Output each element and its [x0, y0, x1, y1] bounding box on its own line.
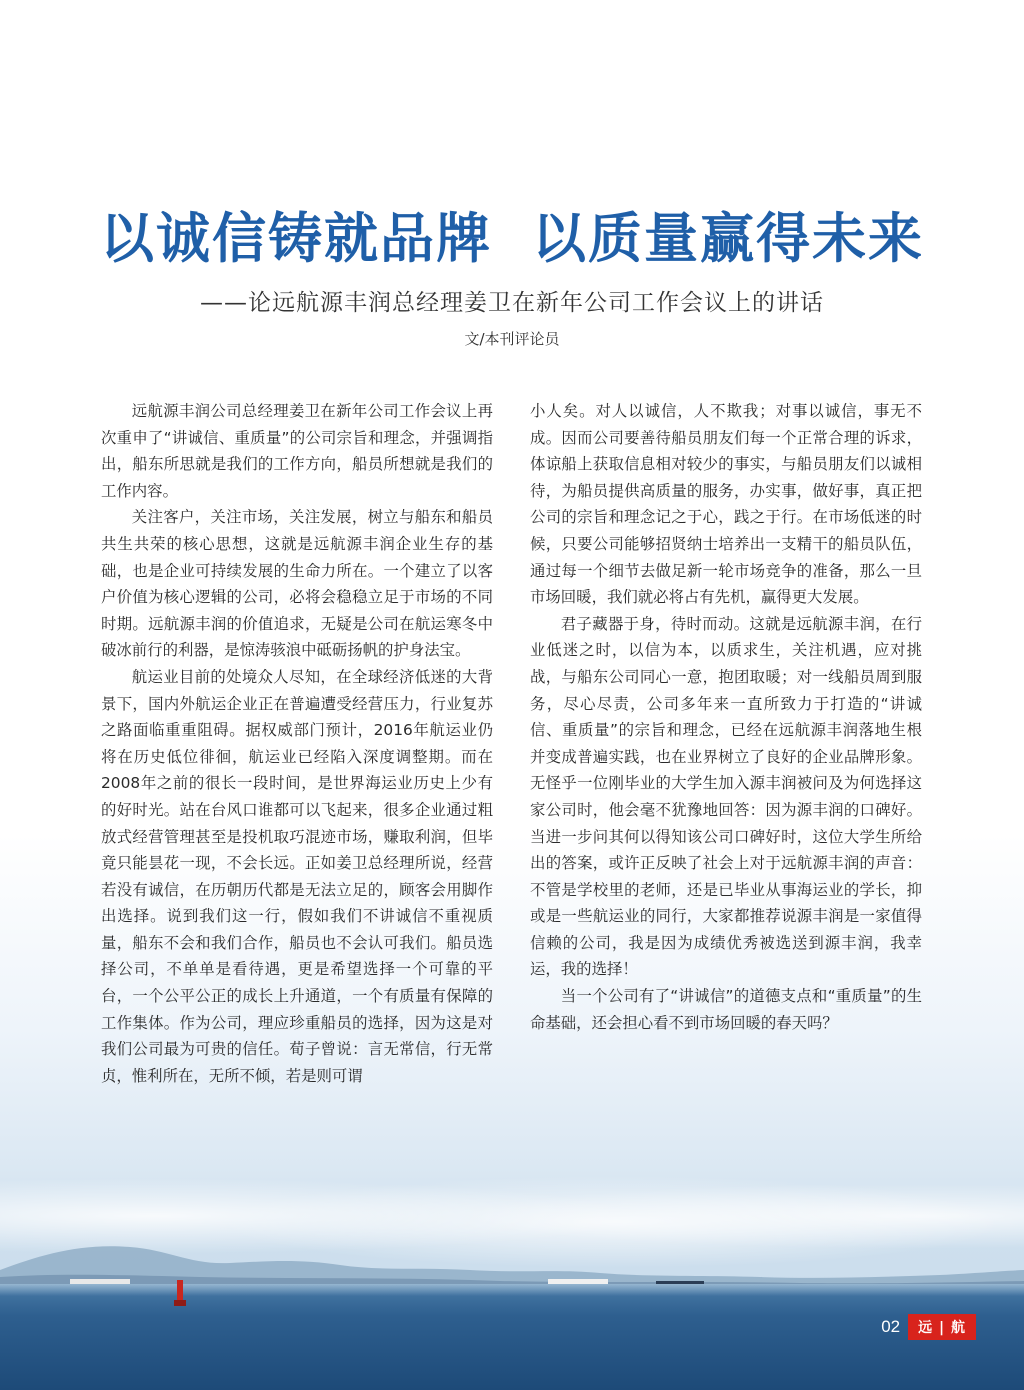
article-subtitle: ——论远航源丰润总经理姜卫在新年公司工作会议上的讲话: [200, 290, 824, 316]
paragraph: 小人矣。对人以诚信，人不欺我；对事以诚信，事无不成。因而公司要善待船员朋友们每一个正常合理的诉求，体谅船上获取信息相对较少的事实，与船员朋友们以诚相待，为船员提供高质量的服务，办实事，做好事，真正把公司的宗旨和理念记之于心，践之于行。在市场低迷的时候，只要公司能够招贤纳士培养出一支精干的船员队伍，通过每一个细节去做足新一轮市场竞争的准备，那么一旦市场回暖，我们就必将占有先机，赢得更大发展。: [530, 402, 922, 607]
title-part-2: 以质量赢得未来: [532, 206, 924, 270]
article-byline: 文/本刊评论员: [464, 330, 560, 348]
title-part-1: 以诚信铸就品牌: [100, 206, 492, 270]
magazine-logo: 远 | 航: [908, 1314, 976, 1340]
sea-horizon: [0, 1284, 1024, 1296]
page-footer: [881, 1314, 976, 1340]
sea-background: [0, 1284, 1024, 1390]
right-column: [530, 398, 922, 1036]
buoy-icon: [172, 1278, 188, 1308]
paragraph: 君子藏器于身，待时而动。这就是远航源丰润，在行业低迷之时，以信为本，以质求生，关注机遇，应对挑战，与船东公司同心一意，抱团取暖；对一线船员周到服务，尽心尽责，公司多年来一直所致力于打造的“讲诚信、重质量”的宗旨和理念，已经在远航源丰润落地生根并变成普遍实践，也在业界树立了良好的企业品牌形象。无怪乎一位刚毕业的大学生加入源丰润被问及为何选择这家公司时，他会毫不犹豫地回答：因为源丰润的口碑好。当进一步问其何以得知该公司口碑好时，这位大学生所给出的答案，或许正反映了社会上对于远航源丰润的声音：不管是学校里的老师，还是已毕业从事海运业的学长，抑或是一些航运业的同行，大家都推荐说源丰润是一家值得信赖的公司，我是因为成绩优秀被选送到源丰润，我幸运，我的选择！: [530, 614, 922, 979]
page-number: 02: [881, 1317, 901, 1336]
left-column: [101, 398, 493, 1089]
background-hills: [0, 1215, 1024, 1295]
paragraph: 当一个公司有了“讲诚信”的道德支点和“重质量”的生命基础，还会担心看不到市场回暖的春天吗？: [530, 987, 922, 1032]
paragraph: 关注客户，关注市场，关注发展，树立与船东和船员共生共荣的核心思想，这就是远航源丰润企业生存的基础，也是企业可持续发展的生命力所在。一个建立了以客户价值为核心逻辑的公司，必将会稳稳立足于市场的不同时期。远航源丰润的价值追求，无疑是公司在航运寒冬中破冰前行的利器，是惊涛骇浪中砥砺扬帆的护身法宝。: [101, 508, 493, 660]
article-title: [0, 196, 1024, 273]
paragraph: 远航源丰润公司总经理姜卫在新年公司工作会议上再次重申了“讲诚信、重质量”的公司宗旨和理念，并强调指出，船东所思就是我们的工作方向，船员所想就是我们的工作内容。: [101, 402, 493, 500]
paragraph: 航运业目前的处境众人尽知，在全球经济低迷的大背景下，国内外航运企业正在普遍遭受经营压力，行业复苏之路面临重重阻碍。据权威部门预计，2016年航运业仍将在历史低位徘徊，航运业已经陷入深度调整期。而在2008年之前的很长一段时间，是世界海运业历史上少有的好时光。站在台风口谁都可以飞起来，很多企业通过粗放式经营管理甚至是投机取巧混迹市场，赚取利润，但毕竟只能昙花一现，不会长远。正如姜卫总经理所说，经营若没有诚信，在历朝历代都是无法立足的，顾客会用脚作出选择。说到我们这一行，假如我们不讲诚信不重视质量，船东不会和我们合作，船员也不会认可我们。船员选择公司，不单单是看待遇，更是希望选择一个可靠的平台，一个公平公正的成长上升通道，一个有质量有保障的工作集体。作为公司，理应珍重船员的选择，因为这是对我们公司最为可贵的信任。荀子曾说：言无常信，行无常贞，惟利所在，无所不倾，若是则可谓: [101, 667, 493, 1085]
